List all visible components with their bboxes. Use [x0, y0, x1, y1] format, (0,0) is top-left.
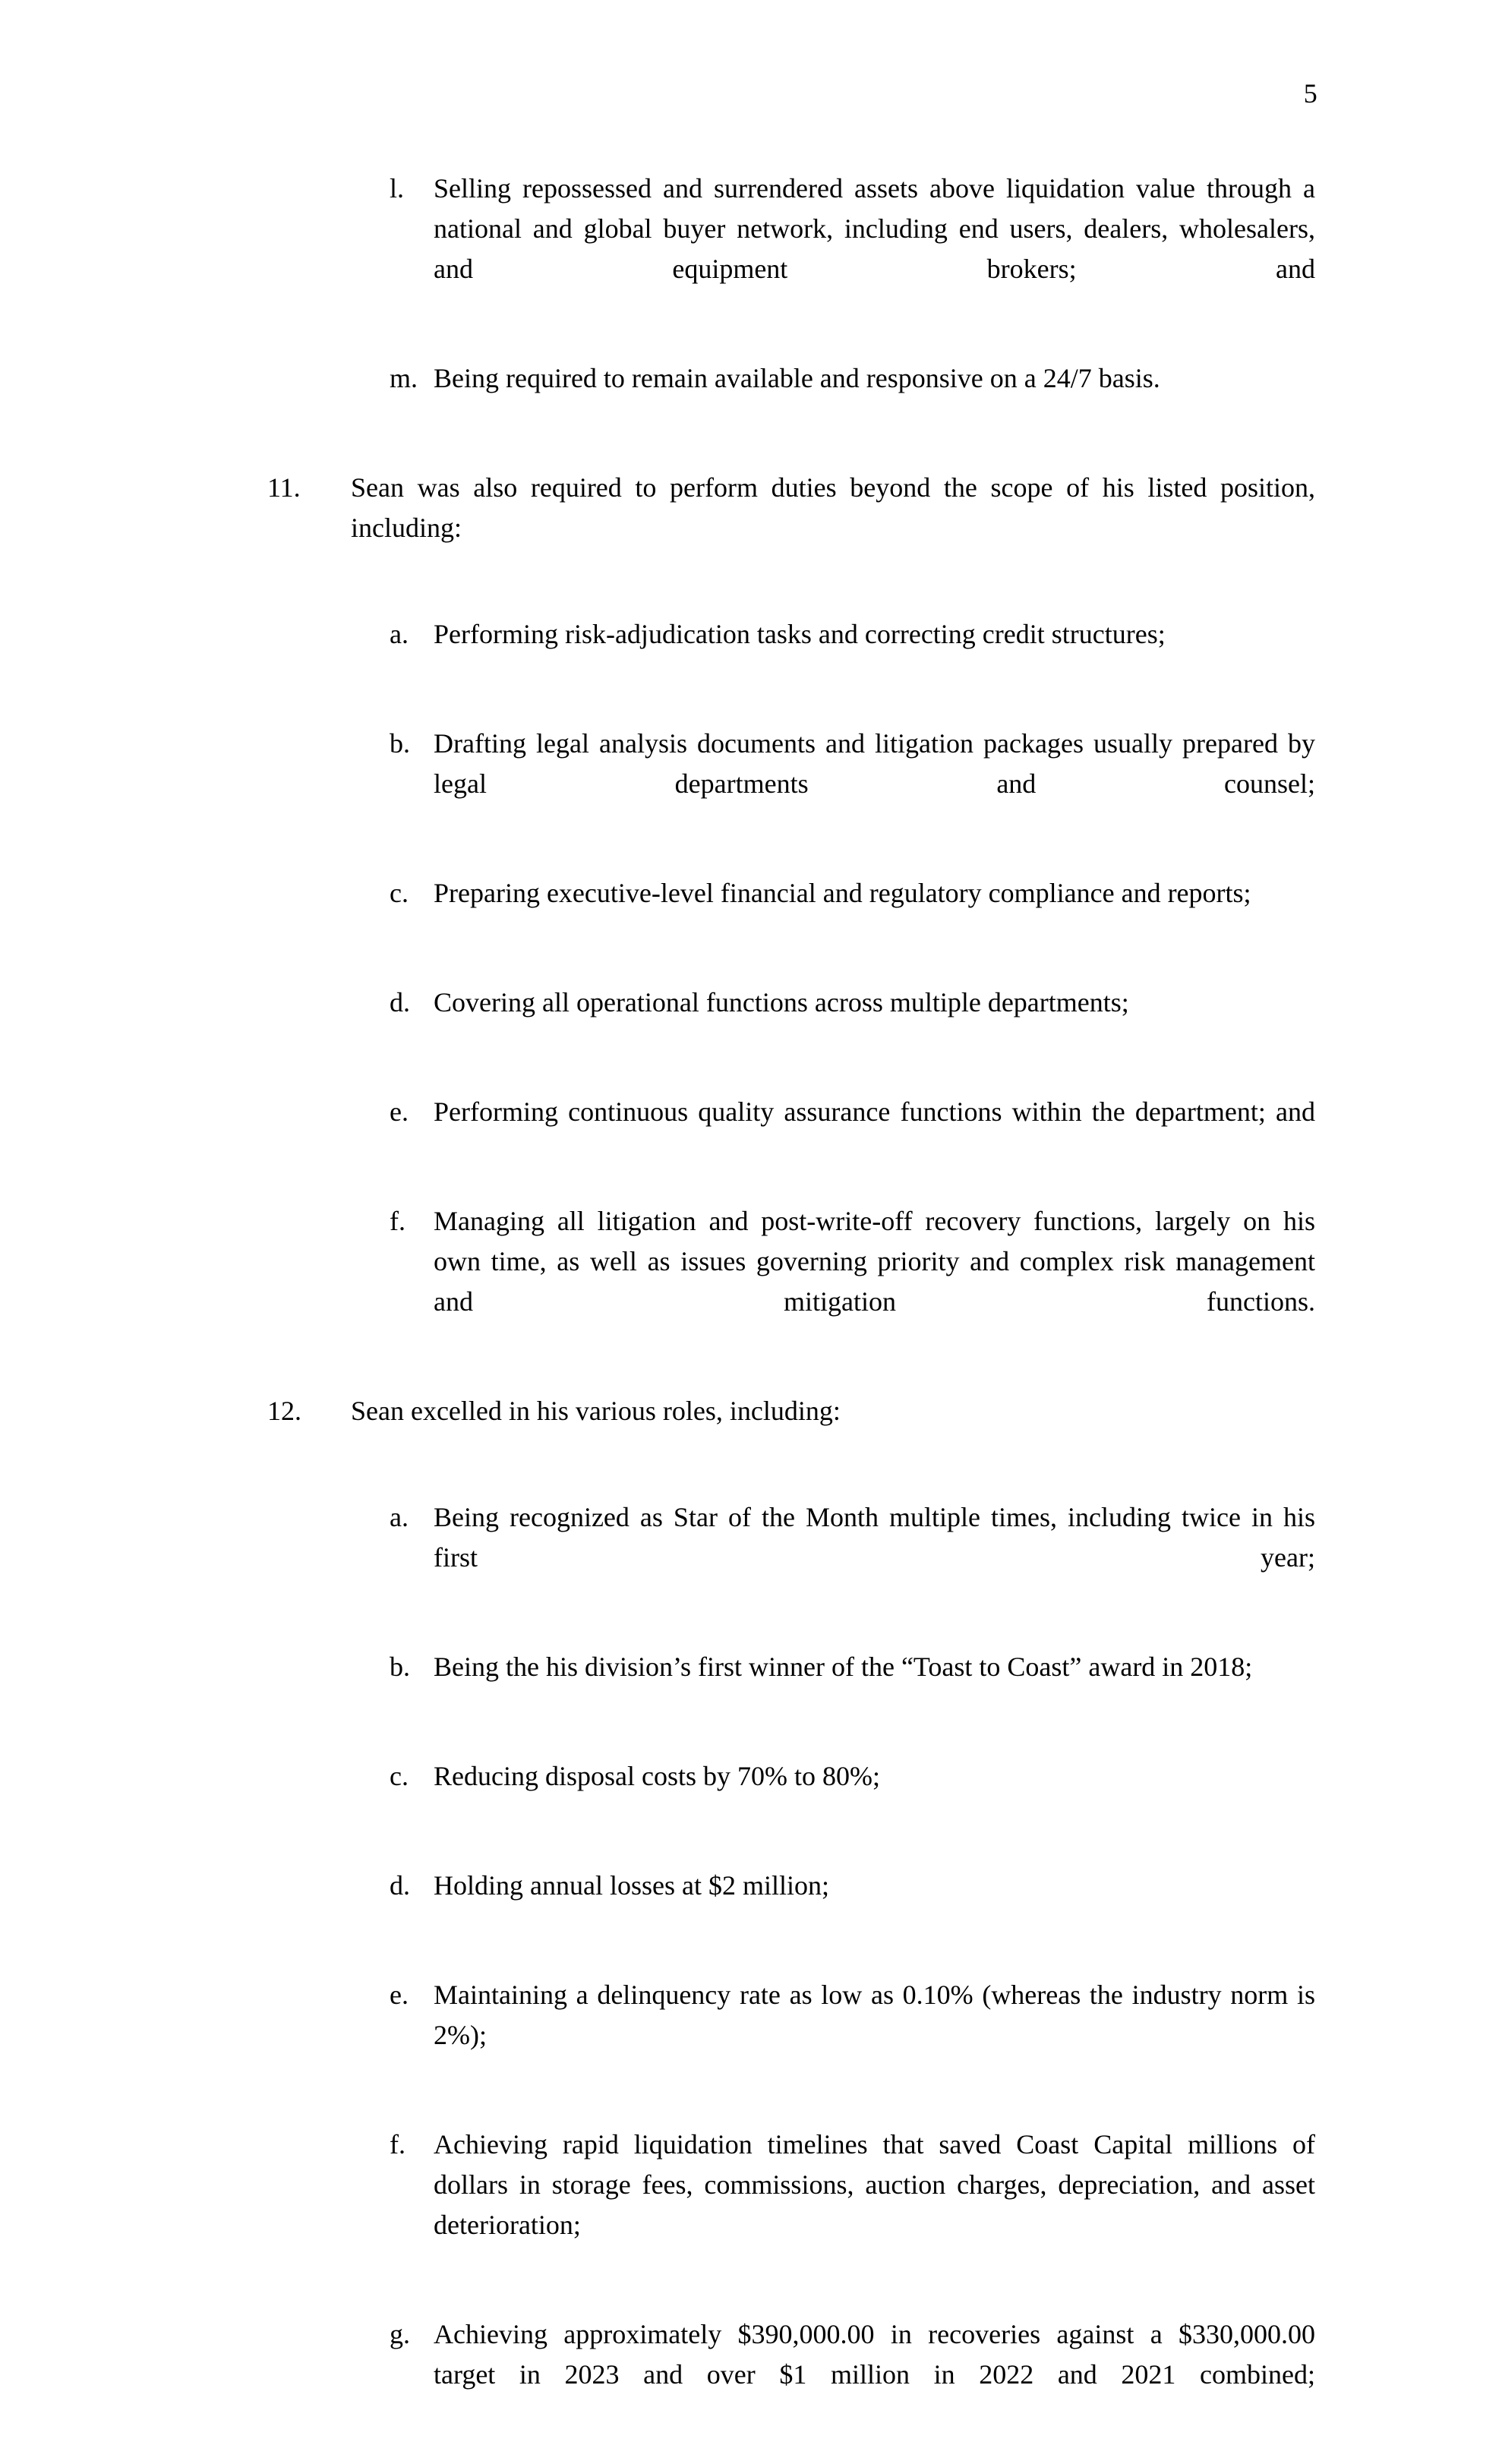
list-item-text: Being recognized as Star of the Month multiple times, including twice in his first year;	[434, 1502, 1315, 1573]
list-item-marker: l.	[390, 173, 405, 203]
list-item	[390, 614, 1315, 695]
numbered-paragraph-12	[267, 1391, 1315, 1472]
sub-list-12	[390, 1497, 1315, 2435]
list-item	[390, 1201, 1315, 1362]
list-item	[390, 2125, 1315, 2286]
list-item-marker: b.	[390, 1652, 410, 1682]
list-item-text: Achieving approximately $390,000.00 in recoveries against a $330,000.00 target in 2023 and over $1 million in 2022 and 2021 combined;	[434, 2319, 1315, 2390]
list-item-marker: d.	[390, 1870, 410, 1901]
list-item	[390, 358, 1315, 439]
list-item	[390, 1975, 1315, 2096]
list-item	[390, 983, 1315, 1063]
document-body	[267, 169, 1315, 2464]
paragraph-text: Sean was also required to perform duties beyond the scope of his listed position, including:	[351, 472, 1315, 543]
list-item-marker: e.	[390, 1980, 409, 2010]
list-item-text: Managing all litigation and post-write-off recovery functions, largely on his own time, as well as issues governing priority and complex risk management and mitigation functions.	[434, 1206, 1315, 1317]
paragraph-text: Sean excelled in his various roles, including:	[351, 1396, 841, 1426]
list-item	[390, 1647, 1315, 1727]
sub-list-11	[390, 614, 1315, 1362]
list-item-marker: f.	[390, 1206, 405, 1236]
list-item	[390, 873, 1315, 954]
list-item	[390, 1092, 1315, 1172]
page-number: 5	[1303, 78, 1317, 109]
list-item-text: Achieving rapid liquidation timelines that saved Coast Capital millions of dollars in storage fees, commissions, auction charges, depreciation, and asset deterioration;	[434, 2129, 1315, 2240]
list-item-text: Drafting legal analysis documents and litigation packages usually prepared by legal departments and counsel;	[434, 728, 1315, 799]
list-item-text: Preparing executive-level financial and regulatory compliance and reports;	[434, 878, 1251, 908]
list-item	[390, 2314, 1315, 2435]
list-item	[390, 169, 1315, 330]
list-item-text: Performing continuous quality assurance functions within the department; and	[434, 1096, 1315, 1127]
paragraph-number: 11.	[267, 472, 301, 503]
paragraph-number: 12.	[267, 1396, 301, 1426]
list-item-marker: m.	[390, 363, 418, 393]
list-item-text: Performing risk-adjudication tasks and correcting credit structures;	[434, 619, 1166, 649]
list-item	[390, 1756, 1315, 1837]
list-item-marker: b.	[390, 728, 410, 759]
list-item-marker: c.	[390, 1761, 409, 1791]
list-item-marker: f.	[390, 2129, 405, 2160]
list-item-marker: c.	[390, 878, 409, 908]
list-item	[390, 724, 1315, 844]
list-item-text: Selling repossessed and surrendered assets above liquidation value through a national and global buyer network, including end users, dealers, wholesalers, and equipment brokers; and	[434, 173, 1315, 284]
list-item-marker: a.	[390, 1502, 409, 1532]
list-item-text: Maintaining a delinquency rate as low as 0.10% (whereas the industry norm is 2%);	[434, 1980, 1315, 2050]
numbered-paragraph-11	[267, 468, 1315, 588]
list-item-text: Being the his division’s first winner of the “Toast to Coast” award in 2018;	[434, 1652, 1253, 1682]
list-item-marker: d.	[390, 987, 410, 1017]
list-item-text: Being required to remain available and responsive on a 24/7 basis.	[434, 363, 1160, 393]
list-item-marker: a.	[390, 619, 409, 649]
list-item-marker: g.	[390, 2319, 410, 2349]
list-item-text: Reducing disposal costs by 70% to 80%;	[434, 1761, 880, 1791]
list-item-text: Covering all operational functions across multiple departments;	[434, 987, 1129, 1017]
list-item-text: Holding annual losses at $2 million;	[434, 1870, 829, 1901]
list-item	[390, 1866, 1315, 1946]
list-item-marker: e.	[390, 1096, 409, 1127]
list-item	[390, 1497, 1315, 1618]
continued-sub-list	[390, 169, 1315, 439]
